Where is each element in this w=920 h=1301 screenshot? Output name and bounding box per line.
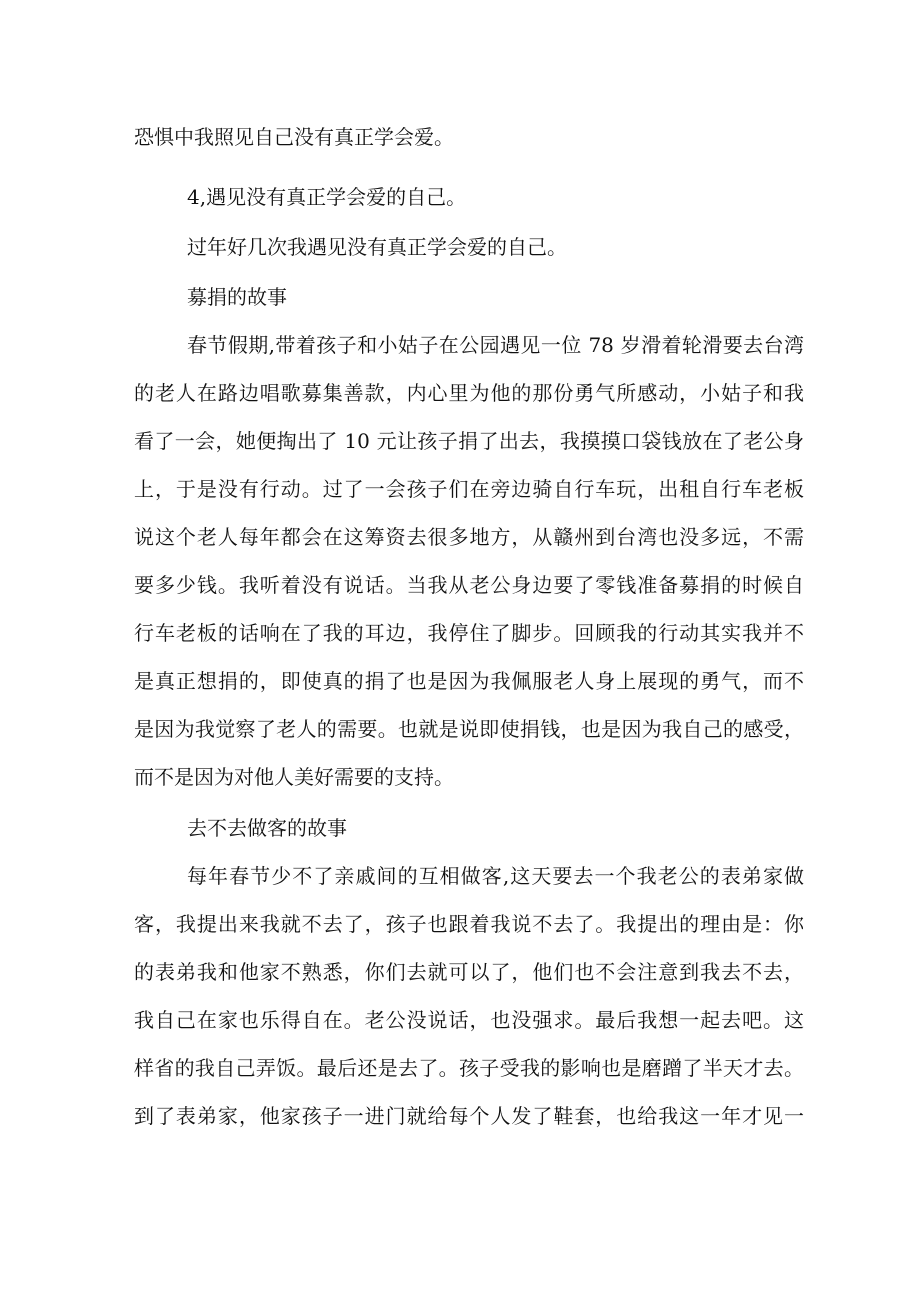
paragraph-line: 到了表弟家，他家孩子一进门就给每个人发了鞋套，也给我这一年才见一	[134, 1104, 804, 1128]
paragraph-line: 行车老板的话响在了我的耳边，我停住了脚步。回顾我的行动其实我并不	[134, 621, 804, 645]
paragraph-line: 上，于是没有行动。过了一会孩子们在旁边骑自行车玩，出租自行车老板	[134, 477, 804, 501]
paragraph-line: 是真正想捐的，即使真的捐了也是因为我佩服老人身上展现的勇气，而不	[134, 669, 804, 693]
paragraph-line: 是因为我觉察了老人的需要。也就是说即使捐钱，也是因为我自己的感受，	[134, 717, 804, 741]
paragraph-line: 的表弟我和他家不熟悉，你们去就可以了，他们也不会注意到我去不去，	[134, 960, 804, 984]
paragraph-line: 的老人在路边唱歌募集善款，内心里为他的那份勇气所感动，小姑子和我	[134, 381, 804, 405]
paragraph-line: 恐惧中我照见自己没有真正学会爱。	[134, 125, 454, 149]
paragraph-line: 我自己在家也乐得自在。老公没说话，也没强求。最后我想一起去吧。这	[134, 1008, 804, 1032]
paragraph-line: 说这个老人每年都会在这筹资去很多地方，从赣州到台湾也没多远，不需	[134, 525, 804, 549]
paragraph-line: 客，我提出来我就不去了，孩子也跟着我说不去了。我提出的理由是：你	[134, 912, 804, 936]
paragraph-line: 春节假期,带着孩子和小姑子在公园遇见一位 78 岁滑着轮滑要去台湾	[187, 333, 804, 357]
story-title: 去不去做客的故事	[187, 816, 347, 840]
paragraph-line: 每年春节少不了亲戚间的互相做客,这天要去一个我老公的表弟家做	[187, 864, 804, 888]
paragraph-line: 看了一会，她便掏出了 10 元让孩子捐了出去，我摸摸口袋钱放在了老公身	[134, 429, 804, 453]
story-title: 募捐的故事	[187, 285, 287, 309]
paragraph-line: 而不是因为对他人美好需要的支持。	[134, 765, 454, 789]
paragraph-line: 过年好几次我遇见没有真正学会爱的自己。	[187, 235, 567, 259]
paragraph-line: 样省的我自己弄饭。最后还是去了。孩子受我的影响也是磨蹭了半天才去。	[134, 1056, 804, 1080]
paragraph-line: 要多少钱。我听着没有说话。当我从老公身边要了零钱准备募捐的时候自	[134, 573, 804, 597]
section-heading: 4,遇见没有真正学会爱的自己。	[187, 185, 467, 209]
